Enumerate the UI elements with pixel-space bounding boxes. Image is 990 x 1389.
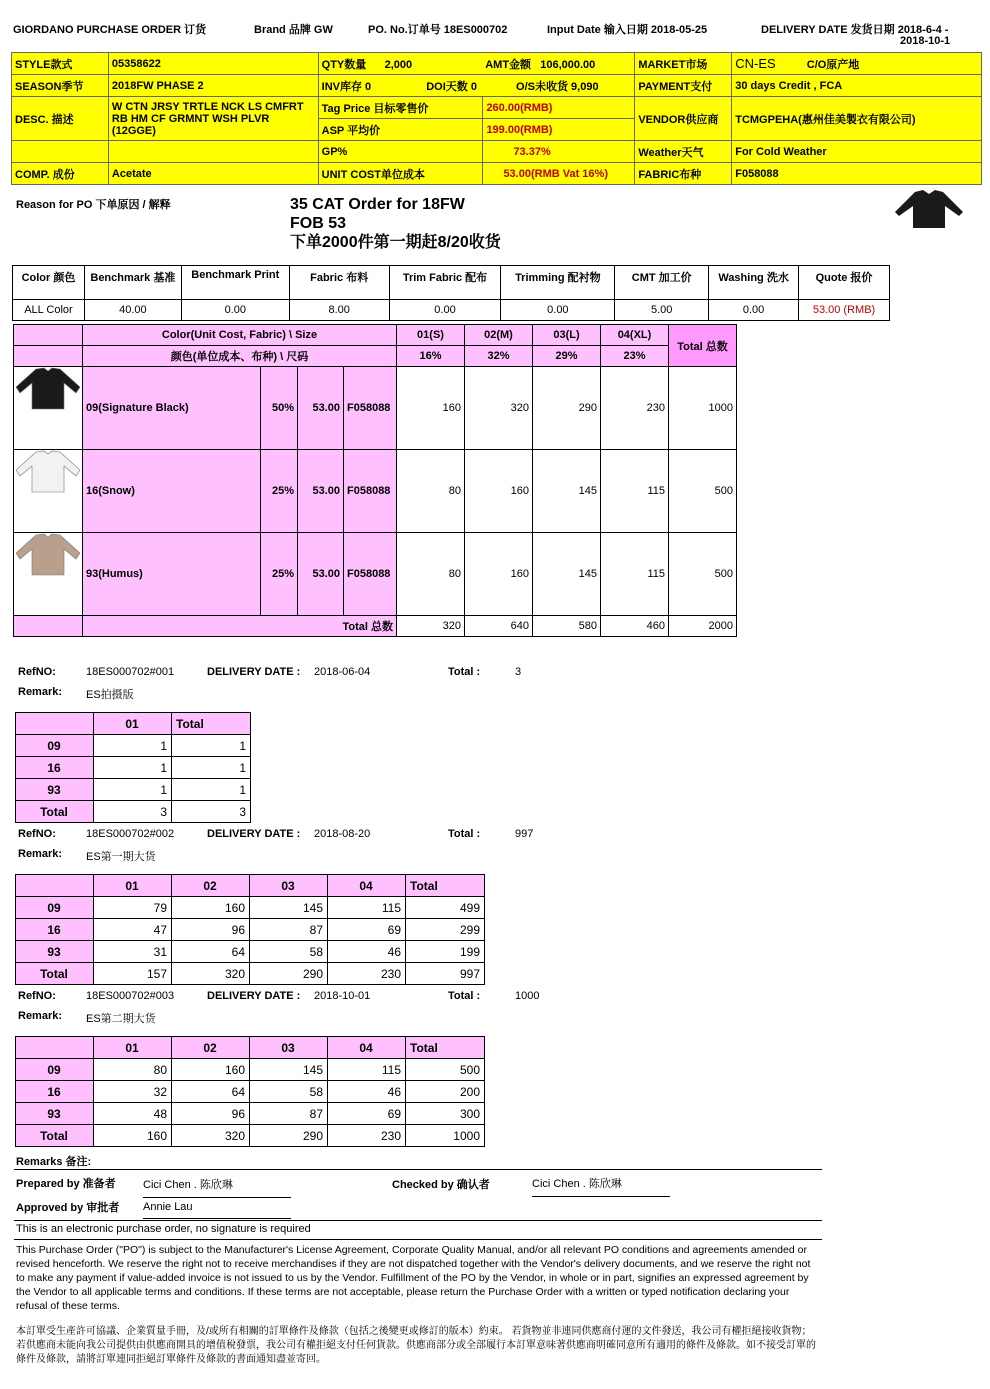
po-info-grid bbox=[11, 52, 982, 185]
qty-cell: 46 bbox=[328, 941, 406, 963]
qty-cell: 96 bbox=[172, 919, 250, 941]
qty-cell: 160 bbox=[397, 367, 465, 450]
remark-label: Remark: bbox=[18, 848, 63, 860]
qty-cell: 200 bbox=[406, 1081, 485, 1103]
reason-label: Reason for PO 下单原因 / 解释 bbox=[16, 199, 171, 211]
delivery-date: 2018-08-20 bbox=[314, 828, 371, 840]
season-label: SEASON季节 bbox=[12, 75, 109, 97]
origin-label: C/O原产地 bbox=[806, 58, 860, 71]
delivery-row bbox=[16, 963, 485, 985]
os-label: O/S未收货 9,090 bbox=[516, 80, 599, 93]
qty-cell: 145 bbox=[250, 1059, 328, 1081]
qty-cell: 115 bbox=[328, 897, 406, 919]
blank-header bbox=[16, 875, 94, 897]
qty-cell: 500 bbox=[406, 1059, 485, 1081]
qty-cell: 32 bbox=[94, 1081, 172, 1103]
reason-line-3: 下单2000件第一期赶8/20收货 bbox=[290, 234, 501, 251]
cost-header: Color 颜色 bbox=[13, 266, 85, 300]
cost-header: Quote 报价 bbox=[799, 266, 890, 300]
row-label: 09 bbox=[16, 735, 94, 757]
color-pct: 25% bbox=[261, 450, 298, 533]
asp-label: ASP 平均价 bbox=[318, 119, 483, 141]
shirt-icon bbox=[14, 450, 82, 494]
delivery-label: DELIVERY DATE : bbox=[207, 666, 301, 678]
row-total: 500 bbox=[669, 450, 737, 533]
total-label: Total : bbox=[448, 828, 481, 840]
cost-header: Trimming 配衬物 bbox=[501, 266, 615, 300]
qty-cell: 46 bbox=[328, 1081, 406, 1103]
qty-cell: 3 bbox=[94, 801, 172, 823]
total-col-header: Total bbox=[406, 1037, 485, 1059]
size-breakdown-table bbox=[13, 324, 737, 637]
qty-cell: 230 bbox=[601, 367, 669, 450]
color-fabric: F058088 bbox=[344, 367, 397, 450]
qty-cell: 48 bbox=[94, 1103, 172, 1125]
qty-cell: 299 bbox=[406, 919, 485, 941]
approved-value: Annie Lau bbox=[143, 1201, 291, 1219]
qty-cell: 115 bbox=[601, 533, 669, 616]
size-col-header: 01 bbox=[94, 713, 172, 735]
qty-cell: 1000 bbox=[406, 1125, 485, 1147]
row-label: 16 bbox=[16, 919, 94, 941]
qty-cell: 300 bbox=[406, 1103, 485, 1125]
cost-header: Fabric 布料 bbox=[289, 266, 389, 300]
size-col-header: 03 bbox=[250, 875, 328, 897]
cost-header-row bbox=[13, 266, 890, 300]
gp-value: 73.37% bbox=[483, 141, 635, 163]
amt-value: 106,000.00 bbox=[540, 58, 596, 71]
size-name: 02(M) bbox=[465, 325, 533, 346]
unit-cost-label: UNIT COST单位成本 bbox=[318, 163, 483, 185]
weather-value: For Cold Weather bbox=[732, 141, 982, 163]
qty-cell: 320 bbox=[172, 963, 250, 985]
desc-value: W CTN JRSY TRTLE NCK LS CMFRT RB HM CF GRMNT WSH PLVR (12GGE) bbox=[108, 97, 318, 141]
qty-cell: 320 bbox=[172, 1125, 250, 1147]
delivery-row bbox=[16, 1059, 485, 1081]
market-cell bbox=[732, 53, 982, 75]
delivery-row bbox=[16, 735, 251, 757]
qty-cell: 290 bbox=[250, 963, 328, 985]
po-title: GIORDANO PURCHASE ORDER 订货 bbox=[13, 24, 207, 36]
qty-cell: 160 bbox=[94, 1125, 172, 1147]
size-col-header: 01 bbox=[94, 1037, 172, 1059]
delivery-size-table bbox=[15, 712, 251, 823]
qty-cell: 31 bbox=[94, 941, 172, 963]
inv-label: INV库存 0 bbox=[321, 80, 372, 93]
qty-cell: 160 bbox=[465, 450, 533, 533]
qty-cell: 115 bbox=[328, 1059, 406, 1081]
qty-cell: 1 bbox=[172, 757, 251, 779]
total-label: Total : bbox=[448, 990, 481, 1002]
refno-value: 18ES000702#003 bbox=[86, 990, 175, 1002]
row-label: 09 bbox=[16, 1059, 94, 1081]
qty-cell: 499 bbox=[406, 897, 485, 919]
delivery-date: 2018-10-01 bbox=[314, 990, 371, 1002]
remark-value: ES拍摄版 bbox=[86, 689, 134, 701]
remark-label: Remark: bbox=[18, 1010, 63, 1022]
delivery-date: 2018-06-04 bbox=[314, 666, 371, 678]
divider bbox=[14, 1239, 822, 1240]
size-name: 04(XL) bbox=[601, 325, 669, 346]
row-label: Total bbox=[16, 801, 94, 823]
row-total: 1000 bbox=[669, 367, 737, 450]
approved-label: Approved by 审批者 bbox=[16, 1202, 120, 1214]
qty-cell: 230 bbox=[328, 963, 406, 985]
qty-cell: 230 bbox=[328, 1125, 406, 1147]
delivery-total: 1000 bbox=[515, 990, 540, 1002]
qty-cell: 199 bbox=[406, 941, 485, 963]
qty-cell: 145 bbox=[533, 533, 601, 616]
unit-cost-value: 53.00(RMB Vat 16%) bbox=[483, 163, 635, 185]
qty-cell: 3 bbox=[172, 801, 251, 823]
qty-cell: 290 bbox=[250, 1125, 328, 1147]
color-cost: 53.00 bbox=[298, 450, 344, 533]
delivery-row bbox=[16, 1081, 485, 1103]
empty-cell bbox=[108, 141, 318, 163]
image-header bbox=[14, 346, 83, 367]
vendor-value: TCMGPEHA(惠州佳美製衣有限公司) bbox=[732, 97, 982, 141]
delivery-row bbox=[16, 801, 251, 823]
remark-value: ES第一期大货 bbox=[86, 851, 156, 863]
color-name: 09(Signature Black) bbox=[83, 367, 261, 450]
comp-value: Acetate bbox=[108, 163, 318, 185]
qty-cell: 80 bbox=[94, 1059, 172, 1081]
product-thumbnail bbox=[14, 367, 83, 450]
delivery-size-table bbox=[15, 1036, 485, 1147]
totals-image-cell bbox=[14, 616, 83, 637]
delivery-row bbox=[16, 919, 485, 941]
total-label: Total : bbox=[448, 666, 481, 678]
qty-cell: 160 bbox=[465, 533, 533, 616]
delivery-row bbox=[16, 779, 251, 801]
qty-cell: 80 bbox=[397, 533, 465, 616]
color-fabric: F058088 bbox=[344, 450, 397, 533]
color-name: 93(Humus) bbox=[83, 533, 261, 616]
row-label: 93 bbox=[16, 941, 94, 963]
qty-cell: 145 bbox=[533, 450, 601, 533]
delivery-row bbox=[16, 897, 485, 919]
delivery-label: DELIVERY DATE : bbox=[207, 990, 301, 1002]
refno-label: RefNO: bbox=[18, 828, 56, 840]
delivery-row bbox=[16, 1125, 485, 1147]
qty-cell: 320 bbox=[465, 367, 533, 450]
row-label: 16 bbox=[16, 757, 94, 779]
cost-value: 0.00 bbox=[389, 300, 501, 321]
tag-label: Tag Price 目标零售价 bbox=[318, 97, 483, 119]
color-name: 16(Snow) bbox=[83, 450, 261, 533]
row-label: 93 bbox=[16, 779, 94, 801]
qty-cell: 69 bbox=[328, 1103, 406, 1125]
row-label: 93 bbox=[16, 1103, 94, 1125]
size-pct: 29% bbox=[533, 346, 601, 367]
size-col-header: 02 bbox=[172, 1037, 250, 1059]
cost-breakdown-table bbox=[12, 265, 890, 321]
payment-label: PAYMENT支付 bbox=[635, 75, 732, 97]
total-col-header: Total bbox=[172, 713, 251, 735]
qty-cell: 64 bbox=[172, 1081, 250, 1103]
refno-label: RefNO: bbox=[18, 990, 56, 1002]
style-label: STYLE款式 bbox=[12, 53, 109, 75]
delivery-size-table bbox=[15, 874, 485, 985]
size-col-header: 04 bbox=[328, 875, 406, 897]
color-row bbox=[14, 450, 737, 533]
electronic-note: This is an electronic purchase order, no signature is required bbox=[16, 1223, 311, 1235]
cost-value: 40.00 bbox=[84, 300, 181, 321]
qty-cell: 160 bbox=[172, 897, 250, 919]
qty-cell: 79 bbox=[94, 897, 172, 919]
remarks-label: Remarks 备注: bbox=[16, 1156, 92, 1168]
legal-terms-en: This Purchase Order ("PO") is subject to the Manufacturer's License Agreement, Corporate Quality Manual, and/or all relevant PO conditions and agreements amended or revised henceforth. We reserve the right not to receive merchandises if they are not dispatched together with the Vendor's delivery documents, and we reserve the right not to make any payment if value-added invoice is not issued to us by the Vendor. Fulfillment of the PO by the Vendor, in whole or in part, signifies an expressed agreement by the Vendor to all applicable terms and conditions. If these terms are not acceptable, please return the Purchase Order with a written or typed notification declaring your refusal of these terms. bbox=[16, 1244, 811, 1312]
blank-header bbox=[16, 713, 94, 735]
qty-value: 2,000 bbox=[384, 58, 413, 71]
garment-sketch-icon bbox=[893, 190, 965, 230]
size-header-en: Color(Unit Cost, Fabric) \ Size bbox=[83, 325, 397, 346]
color-cost: 53.00 bbox=[298, 533, 344, 616]
size-total: 640 bbox=[465, 616, 533, 637]
remark-label: Remark: bbox=[18, 686, 63, 698]
weather-label: Weather天气 bbox=[635, 141, 732, 163]
qty-cell: 997 bbox=[406, 963, 485, 985]
size-name: 01(S) bbox=[397, 325, 465, 346]
size-col-header: 03 bbox=[250, 1037, 328, 1059]
qty-cell: 87 bbox=[250, 1103, 328, 1125]
divider bbox=[14, 1220, 822, 1221]
delivery-total: 997 bbox=[515, 828, 534, 840]
size-header-cn: 颜色(单位成本、布种) \ 尺码 bbox=[83, 346, 397, 367]
color-row bbox=[14, 533, 737, 616]
delivery-row bbox=[16, 1103, 485, 1125]
size-total: 580 bbox=[533, 616, 601, 637]
reason-text bbox=[290, 195, 501, 252]
size-name: 03(L) bbox=[533, 325, 601, 346]
product-thumbnail bbox=[14, 450, 83, 533]
total-header: Total 总数 bbox=[669, 325, 737, 367]
qty-cell: 115 bbox=[601, 450, 669, 533]
qty-amt bbox=[318, 53, 635, 75]
qty-cell: 1 bbox=[94, 779, 172, 801]
row-label: 16 bbox=[16, 1081, 94, 1103]
color-row bbox=[14, 367, 737, 450]
qty-cell: 96 bbox=[172, 1103, 250, 1125]
cost-value: ALL Color bbox=[13, 300, 85, 321]
qty-label: QTY数量 bbox=[321, 58, 367, 71]
size-pct: 16% bbox=[397, 346, 465, 367]
delivery-total: 3 bbox=[515, 666, 522, 678]
qty-cell: 290 bbox=[533, 367, 601, 450]
desc-label: DESC. 描述 bbox=[12, 97, 109, 141]
payment-value: 30 days Credit , FCA bbox=[732, 75, 982, 97]
fabric-value: F058088 bbox=[732, 163, 982, 185]
style-value: 05358622 bbox=[108, 53, 318, 75]
season-value: 2018FW PHASE 2 bbox=[108, 75, 318, 97]
qty-cell: 1 bbox=[94, 757, 172, 779]
tag-value: 260.00(RMB) bbox=[483, 97, 635, 119]
refno-label: RefNO: bbox=[18, 666, 56, 678]
qty-cell: 69 bbox=[328, 919, 406, 941]
reason-line-1: 35 CAT Order for 18FW bbox=[290, 196, 465, 213]
cost-header: Benchmark Print bbox=[181, 266, 289, 300]
asp-value: 199.00(RMB) bbox=[483, 119, 635, 141]
shirt-icon bbox=[14, 533, 82, 577]
delivery-row bbox=[16, 941, 485, 963]
prepared-label: Prepared by 准备者 bbox=[16, 1178, 116, 1190]
delivery-date-range: DELIVERY DATE 发货日期 2018-6-4 - bbox=[761, 24, 949, 36]
remark-value: ES第二期大货 bbox=[86, 1013, 156, 1025]
comp-label: COMP. 成份 bbox=[12, 163, 109, 185]
row-total: 500 bbox=[669, 533, 737, 616]
size-pct: 23% bbox=[601, 346, 669, 367]
blank-header bbox=[16, 1037, 94, 1059]
reason-line-2: FOB 53 bbox=[290, 215, 347, 232]
qty-cell: 80 bbox=[397, 450, 465, 533]
product-thumbnail bbox=[14, 533, 83, 616]
quote-value: 53.00 (RMB) bbox=[799, 300, 890, 321]
qty-cell: 1 bbox=[172, 779, 251, 801]
size-col-header: 01 bbox=[94, 875, 172, 897]
cost-header: Washing 洗水 bbox=[709, 266, 799, 300]
legal-terms-cn: 本訂單受生產許可協議、企業質量手冊，及/或所有相關的訂單條件及條款（包括之後變更或修訂的版本）約束。 若貨物並非連同供應商付運的文件發送，我公司有權拒絕接收貨物；若供應商未能向我公司提供由供應商開具的增值稅發票，我公司有權拒絕支付任何貨款。供應商部分或全部履行本訂單意味著供應商明確同意所有適用的條件及條款。如不接受訂單的條件及條款，請將訂單連同拒絕訂單條件及條款的書面通知盡並寄回。 bbox=[16, 1326, 816, 1365]
qty-cell: 87 bbox=[250, 919, 328, 941]
inventory-cell bbox=[318, 75, 635, 97]
qty-cell: 58 bbox=[250, 1081, 328, 1103]
delivery-row bbox=[16, 757, 251, 779]
grand-total: 2000 bbox=[669, 616, 737, 637]
market-label: MARKET市场 bbox=[635, 53, 732, 75]
refno-value: 18ES000702#001 bbox=[86, 666, 175, 678]
size-total: 460 bbox=[601, 616, 669, 637]
color-pct: 50% bbox=[261, 367, 298, 450]
gp-label: GP% bbox=[318, 141, 483, 163]
cost-value: 5.00 bbox=[615, 300, 709, 321]
size-col-header: 04 bbox=[328, 1037, 406, 1059]
cost-value: 0.00 bbox=[709, 300, 799, 321]
color-fabric: F058088 bbox=[344, 533, 397, 616]
vendor-label: VENDOR供应商 bbox=[635, 97, 732, 141]
refno-value: 18ES000702#002 bbox=[86, 828, 175, 840]
size-col-header: 02 bbox=[172, 875, 250, 897]
totals-label: Total 总数 bbox=[83, 616, 397, 637]
amt-label: AMT金额 bbox=[485, 58, 532, 71]
divider bbox=[14, 1169, 822, 1170]
qty-cell: 58 bbox=[250, 941, 328, 963]
qty-cell: 1 bbox=[172, 735, 251, 757]
cost-value: 0.00 bbox=[181, 300, 289, 321]
color-cost: 53.00 bbox=[298, 367, 344, 450]
cost-header: Trim Fabric 配布 bbox=[389, 266, 501, 300]
market-value: CN-ES bbox=[735, 55, 776, 71]
color-pct: 25% bbox=[261, 533, 298, 616]
image-header bbox=[14, 325, 83, 346]
qty-cell: 160 bbox=[172, 1059, 250, 1081]
fabric-label: FABRIC布种 bbox=[635, 163, 732, 185]
qty-cell: 64 bbox=[172, 941, 250, 963]
delivery-label: DELIVERY DATE : bbox=[207, 828, 301, 840]
size-pct: 32% bbox=[465, 346, 533, 367]
size-total: 320 bbox=[397, 616, 465, 637]
checked-label: Checked by 确认者 bbox=[392, 1179, 490, 1191]
qty-cell: 157 bbox=[94, 963, 172, 985]
cost-value: 8.00 bbox=[289, 300, 389, 321]
row-label: 09 bbox=[16, 897, 94, 919]
qty-cell: 1 bbox=[94, 735, 172, 757]
brand: Brand 品牌 GW bbox=[254, 24, 333, 36]
checked-value: Cici Chen . 陈欣琳 bbox=[532, 1175, 670, 1197]
total-col-header: Total bbox=[406, 875, 485, 897]
delivery-date-end: 2018-10-1 bbox=[900, 35, 951, 47]
empty-cell bbox=[12, 141, 109, 163]
shirt-icon bbox=[14, 367, 82, 411]
cost-header: CMT 加工价 bbox=[615, 266, 709, 300]
cost-header: Benchmark 基准 bbox=[84, 266, 181, 300]
row-label: Total bbox=[16, 963, 94, 985]
cost-value: 0.00 bbox=[501, 300, 615, 321]
prepared-value: Cici Chen . 陈欣琳 bbox=[143, 1176, 291, 1198]
qty-cell: 145 bbox=[250, 897, 328, 919]
qty-cell: 47 bbox=[94, 919, 172, 941]
cost-value-row bbox=[13, 300, 890, 321]
po-number: PO. No.订单号 18ES000702 bbox=[368, 24, 508, 36]
input-date: Input Date 输入日期 2018-05-25 bbox=[547, 24, 708, 36]
doi-label: DOI天数 0 bbox=[426, 80, 477, 93]
row-label: Total bbox=[16, 1125, 94, 1147]
